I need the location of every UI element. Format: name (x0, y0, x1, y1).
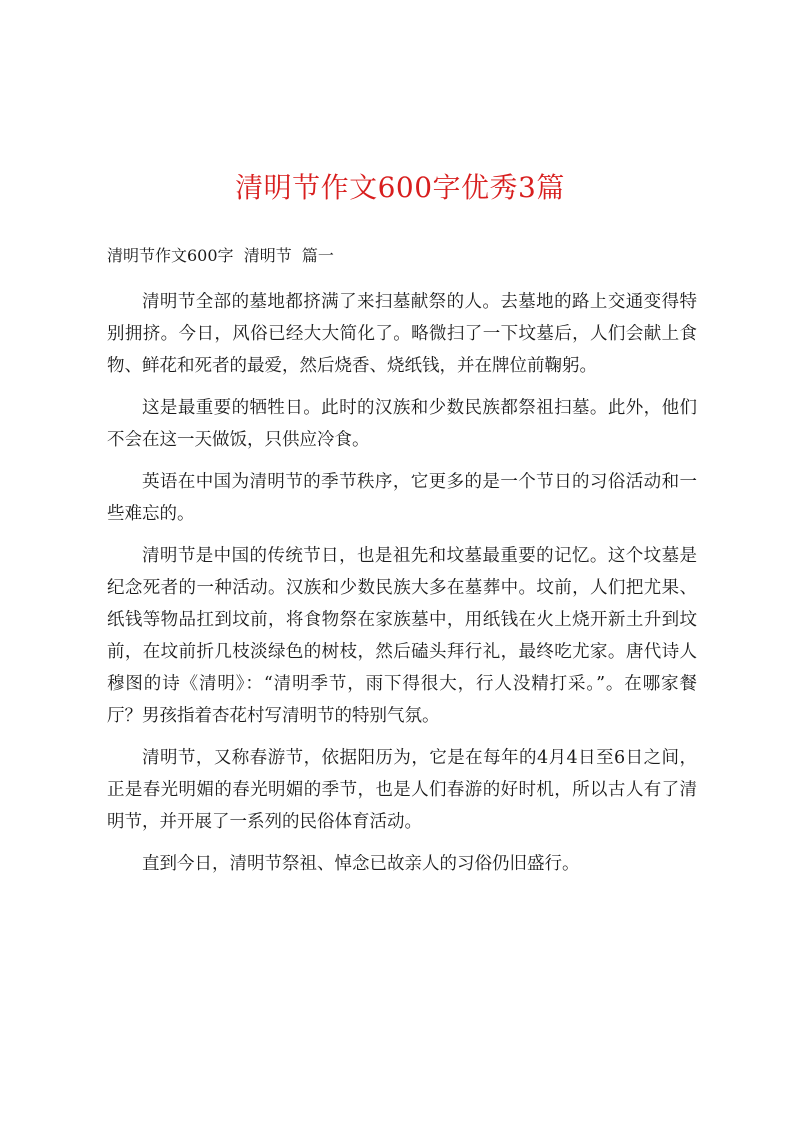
paragraph-2: 这是最重要的牺牲日。此时的汉族和少数民族都祭祖扫墓。此外，他们不会在这一天做饭，只供应冷食。 (107, 398, 697, 450)
paragraph-5: 清明节，又称春游节，依据阳历为，它是在每年的4月4日至6日之间，正是春光明媚的春光明媚的季节，也是人们春游的好时机，所以古人有了清明节，并开展了一系列的民俗体育活动。 (107, 748, 697, 832)
document-body (107, 286, 697, 890)
paragraph-3: 英语在中国为清明节的季节秩序，它更多的是一个节日的习俗活动和一些难忘的。 (107, 472, 697, 524)
paragraph-6: 直到今日，清明节祭祖、悼念已故亲人的习俗仍旧盛行。 (142, 854, 580, 874)
paragraph-4: 清明节是中国的传统节日，也是祖先和坟墓最重要的记忆。这个坟墓是纪念死者的一种活动。汉族和少数民族大多在墓葬中。坟前，人们把尤果、纸钱等物品扛到坟前，将食物祭在家族墓中，用纸钱在火上烧开新土升到坟前，在坟前折几枝淡绿色的树枝，然后磕头拜行礼，最终吃尤家。唐代诗人穆图的诗《清明》：“清明季节，雨下得很大，行人没精打采。”。在哪家餐厅？男孩指着杏花村写清明节的特别气氛。 (107, 546, 697, 726)
document-title: 清明节作文600字优秀3篇 (235, 171, 565, 204)
document-subtitle: 清明节作文600字 清明节 篇一 (107, 246, 334, 265)
paragraph-1: 清明节全部的墓地都挤满了来扫墓献祭的人。去墓地的路上交通变得特别拥挤。今日，风俗已经大大简化了。略微扫了一下坟墓后，人们会献上食物、鲜花和死者的最爱，然后烧香、烧纸钱，并在牌位前鞠躬。 (107, 292, 697, 376)
